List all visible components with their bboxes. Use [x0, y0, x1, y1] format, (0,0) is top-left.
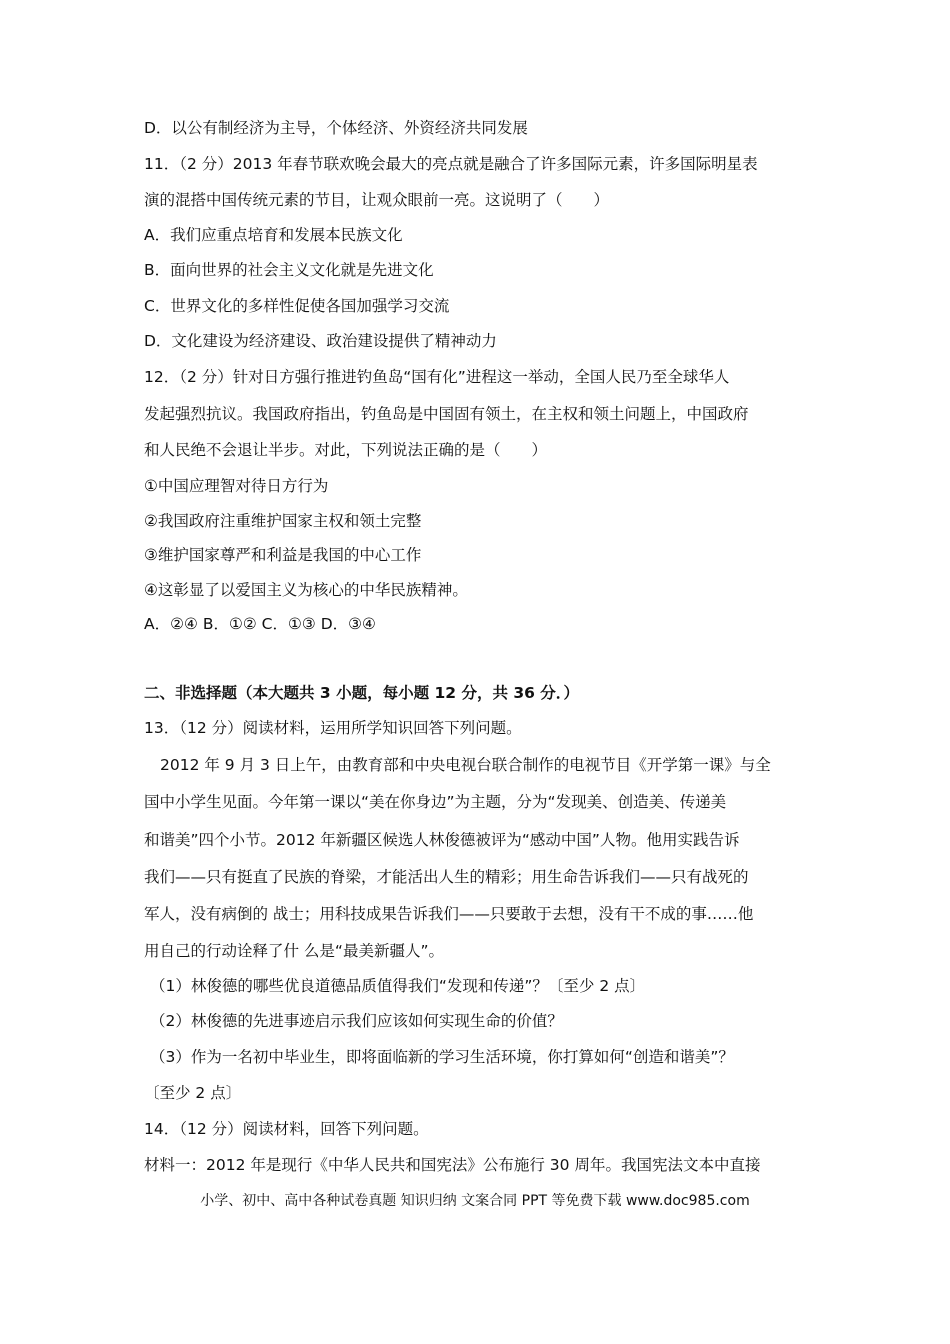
- q11-stem-line-2: 演的混搭中国传统元素的节目，让观众眼前一亮。这说明了（ ）: [144, 191, 610, 209]
- q12-stem-line-1: 12．（2 分）针对日方强行推进钓鱼岛“国有化”进程这一举动，全国人民乃至全球华人: [144, 368, 730, 386]
- q13-material-line-2: 国中小学生见面。今年第一课以“美在你身边”为主题，分为“发现美、创造美、传递美: [144, 793, 727, 811]
- section-two-heading: 二、非选择题（本大题共 3 小题，每小题 12 分，共 36 分．）: [144, 684, 580, 702]
- q12-statement-4: ④这彰显了以爱国主义为核心的中华民族精神。: [144, 581, 468, 599]
- q13-material-line-4: 我们——只有挺直了民族的脊梁，才能活出人生的精彩；用生命告诉我们——只有战死的: [144, 868, 749, 886]
- q13-material-line-3: 和谐美”四个小节。2012 年新疆区候选人林俊德被评为“感动中国”人物。他用实践告诉: [144, 831, 740, 849]
- q11-option-a: A．我们应重点培育和发展本民族文化: [144, 226, 403, 244]
- q13-subquestion-3-note: 〔至少 2 点〕: [144, 1084, 242, 1102]
- q12-statement-1: ①中国应理智对待日方行为: [144, 477, 329, 495]
- q12-options: A．②④ B．①② C．①③ D．③④: [144, 615, 376, 633]
- q13-material-line-5: 军人，没有病倒的 战士；用科技成果告诉我们——只要敢于去想，没有干不成的事……他: [144, 905, 754, 923]
- q12-stem-line-3: 和人民绝不会退让半步。对此，下列说法正确的是（ ）: [144, 441, 548, 459]
- q11-stem-line-1: 11．（2 分）2013 年春节联欢晚会最大的亮点就是融合了许多国际元素，许多国际明星表: [144, 155, 758, 173]
- q11-option-c: C．世界文化的多样性促使各国加强学习交流: [144, 297, 450, 315]
- q13-subquestion-3: （3）作为一名初中毕业生，即将面临新的学习生活环境，你打算如何“创造和谐美”？: [150, 1048, 734, 1066]
- q12-stem-line-2: 发起强烈抗议。我国政府指出，钓鱼岛是中国固有领土，在主权和领土问题上，中国政府: [144, 405, 749, 423]
- q14-material-one-line-1: 材料一：2012 年是现行《中华人民共和国宪法》公布施行 30 周年。我国宪法文本中直接: [144, 1156, 761, 1174]
- q10-option-d: D．以公有制经济为主导，个体经济、外资经济共同发展: [144, 119, 528, 137]
- q12-statement-2: ②我国政府注重维护国家主权和领土完整: [144, 512, 422, 530]
- q12-statement-3: ③维护国家尊严和利益是我国的中心工作: [144, 546, 422, 564]
- q14-stem: 14．（12 分）阅读材料，回答下列问题。: [144, 1120, 429, 1138]
- q13-stem: 13．（12 分）阅读材料，运用所学知识回答下列问题。: [144, 719, 522, 737]
- q13-subquestion-1: （1）林俊德的哪些优良道德品质值得我们“发现和传递”？〔至少 2 点〕: [150, 977, 646, 995]
- page-footer: 小学、初中、高中各种试卷真题 知识归纳 文案合同 PPT 等免费下载 www.doc985.com: [200, 1193, 750, 1209]
- q11-option-b: B．面向世界的社会主义文化就是先进文化: [144, 261, 434, 279]
- q13-material-line-1: 2012 年 9 月 3 日上午，由教育部和中央电视台联合制作的电视节目《开学第一课》与全: [160, 756, 771, 774]
- q13-subquestion-2: （2）林俊德的先进事迹启示我们应该如何实现生命的价值？: [150, 1012, 563, 1030]
- q11-option-d: D．文化建设为经济建设、政治建设提供了精神动力: [144, 332, 497, 350]
- q13-material-line-6: 用自己的行动诠释了什 么是“最美新疆人”。: [144, 942, 444, 960]
